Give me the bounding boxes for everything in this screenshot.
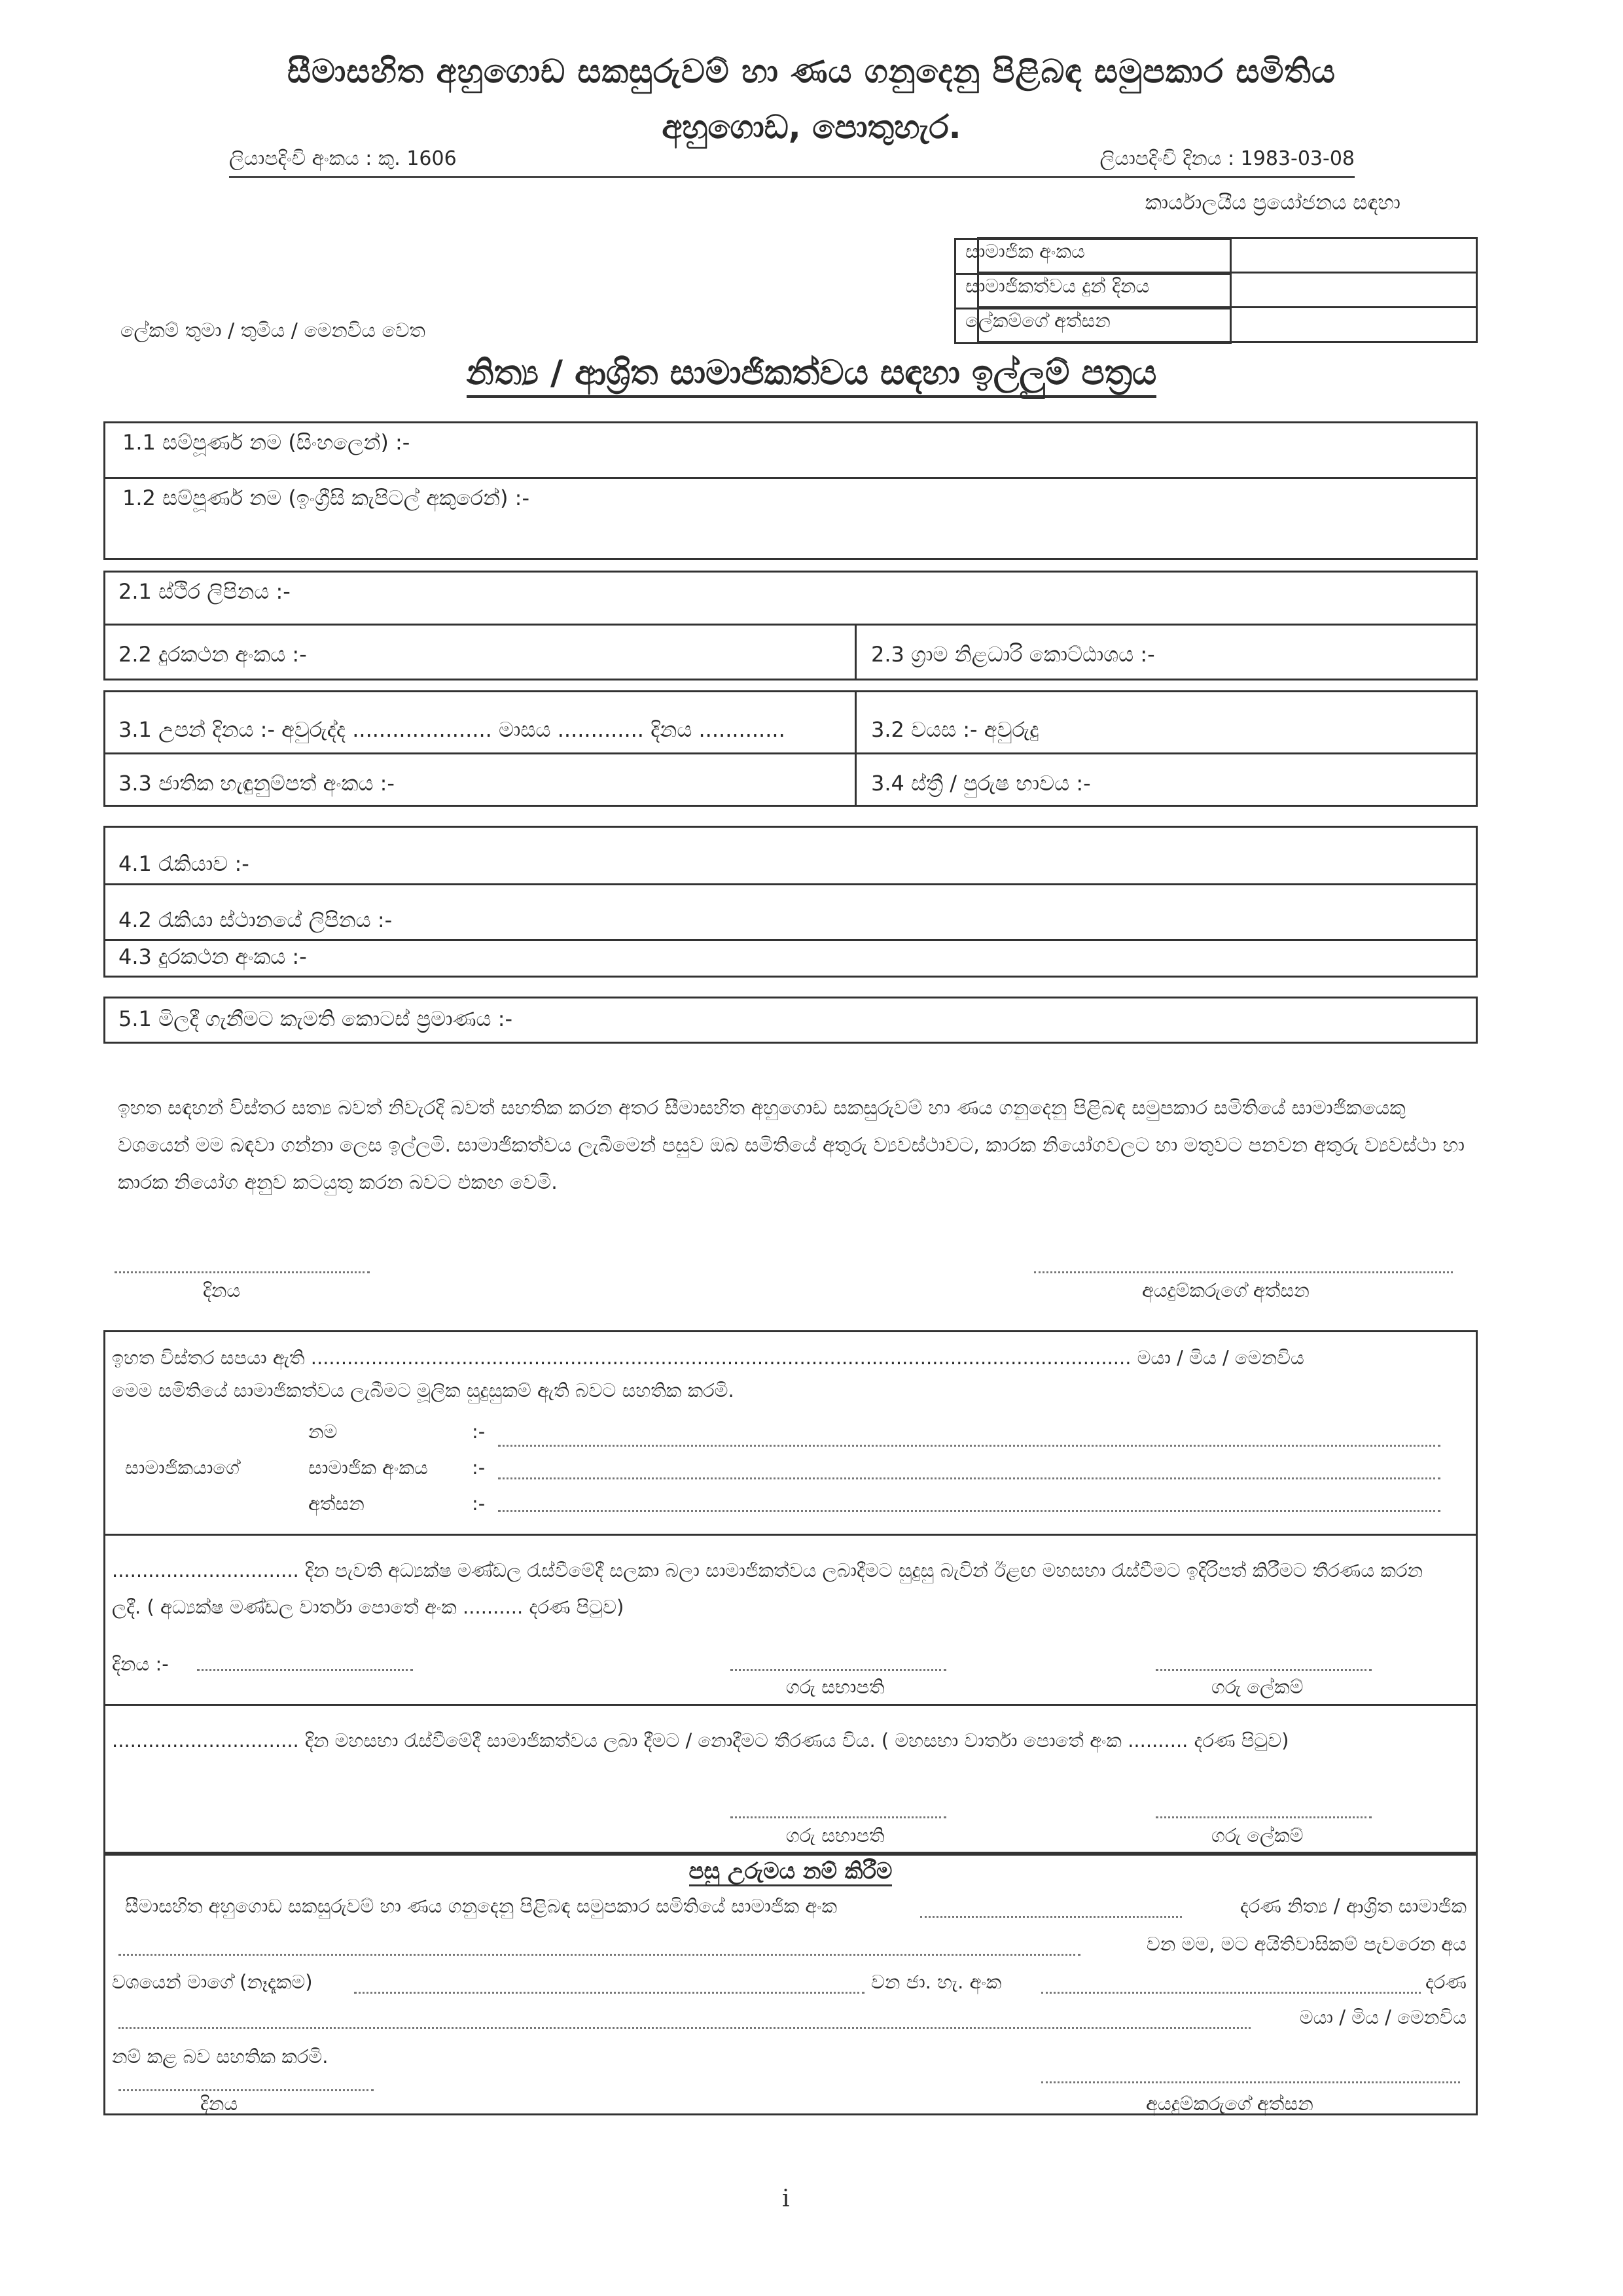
field-nic-number[interactable]: 3.3 ජාතික හැඳුනුම්පත් අංකය :- xyxy=(118,771,395,796)
field-permanent-address[interactable]: 2.1 ස්ථිර ලිපිනය :- xyxy=(118,579,291,604)
nomination-line-3b: වන ජා. හැ. අංක xyxy=(871,1971,1002,1993)
field-share-quantity[interactable]: 5.1 මිලදී ගැනීමට කැමති කොටස් ප්‍රමාණය :- xyxy=(118,1006,513,1031)
board-chairman-signature-line[interactable] xyxy=(730,1669,946,1671)
office-use-table xyxy=(954,237,1478,343)
office-use-label: කාර්යාලයීය ප්‍රයෝජනය සඳහා xyxy=(1145,191,1400,215)
gm-secretary-label: ගරු ලේකම් xyxy=(1211,1824,1304,1846)
nomination-line-2b: වන මම, මට අයිතිවාසිකම් පැවරෙන අය xyxy=(1146,1933,1467,1955)
section-3-personal xyxy=(103,690,1478,807)
recommendation-line-1: ඉහත විස්තර සපයා ඇති ........................................................................................................................................ මයා / මිය / මෙනවිය xyxy=(112,1347,1304,1369)
section-2-address xyxy=(103,571,1478,680)
board-secretary-signature-line[interactable] xyxy=(1156,1669,1372,1671)
member-name-label: නම xyxy=(308,1421,338,1443)
office-row-membership-date xyxy=(954,273,1477,308)
field-work-phone[interactable]: 4.3 දුරකථන අංකය :- xyxy=(118,944,307,969)
member-number-label: සාමාජික අංකය xyxy=(308,1457,428,1479)
nomination-section xyxy=(103,1854,1478,2115)
field-occupation[interactable]: 4.1 රැකියාව :- xyxy=(118,851,249,876)
nomination-line-3c: දරණ xyxy=(1425,1971,1467,1993)
form-title xyxy=(0,353,1623,393)
organization-location: අහුගොඩ, පොතුහැර. xyxy=(662,108,961,146)
nomination-nic-field[interactable] xyxy=(1041,1992,1421,1994)
board-secretary-label: ගරු ලේකම් xyxy=(1211,1676,1304,1698)
nomination-nominee-name-field[interactable] xyxy=(118,2027,1251,2029)
member-signature-field[interactable] xyxy=(498,1510,1440,1512)
nomination-line-3a: වශයෙන් මාගේ (නෑදෑකම) xyxy=(112,1971,313,1993)
colon: :- xyxy=(472,1457,486,1479)
nomination-line-1a: සීමාසහිත අහුගොඩ සකසුරුවම් හා ණය ගනුදෙනු පිළිබඳ සමුපකාර සමිතියේ සාමාජික අංක xyxy=(125,1895,838,1917)
member-number-field[interactable] xyxy=(498,1477,1440,1479)
board-decision-text: ............................... දින පැවති අධ්‍යක්ෂ මණ්ඩල රැස්වීමේදී සලකා බලා සාමාජිකත්වය ලබාදීමට සුදුසු බැවින් ඊළඟ මහසභා රැස්වීමට ඉදිරිපත් කිරීමට තීරණය කරන ලදී. ( අධ්‍යක්ෂ මණ්ඩල වාර්තා පොතේ අංක .......... දරණ පිටුව) xyxy=(112,1559,1423,1618)
registration-line xyxy=(229,147,1355,178)
field-gender[interactable]: 3.4 ස්ත්‍රී / පුරුෂ භාවය :- xyxy=(871,771,1091,796)
nomination-line-5: නම් කළ බව සහතික කරමි. xyxy=(112,2045,329,2068)
nomination-signature-label: අයදුම්කරුගේ අත්සන xyxy=(1146,2093,1313,2115)
addressee: ලේකම් තුමා / තුමිය / මෙනවිය වෙත xyxy=(120,319,425,342)
member-label: සාමාජිකයාගේ xyxy=(125,1457,240,1479)
page-number: i xyxy=(782,2185,790,2212)
member-signature-label: අත්සන xyxy=(308,1492,365,1515)
nomination-date-line[interactable] xyxy=(118,2089,374,2091)
declaration-date-line[interactable] xyxy=(115,1271,370,1273)
recommendation-line-2: මෙම සමිතියේ සාමාජිකත්වය ලැබීමට මූලික සුදුසුකම් ඇති බවට සහතික කරමි. xyxy=(112,1379,734,1402)
general-meeting-text: ............................... දින මහසභා රැස්වීමේදී සාමාජිකත්වය ලබා දීමට / නොදීමට තීරණය විය. ( මහසභා වාර්තා පොතේ අංක .......... දරණ පිටුව) xyxy=(112,1729,1289,1752)
declaration-date-label: දිනය xyxy=(203,1279,241,1301)
nomination-date-label: දිනය xyxy=(200,2093,238,2115)
gm-chairman-signature-line[interactable] xyxy=(730,1816,946,1818)
section-1-name xyxy=(103,421,1478,560)
board-chairman-label: ගරු සභාපති xyxy=(786,1676,885,1698)
declaration-signature-label: අයදුම්කරුගේ අත්සන xyxy=(1142,1279,1310,1301)
organization-name: සීමාසහිත අහුගොඩ සකසුරුවම් හා ණය ගනුදෙනු පිළිබඳ සමුපකාර සමිතිය xyxy=(287,52,1336,90)
member-name-field[interactable] xyxy=(498,1445,1440,1447)
field-gn-division[interactable]: 2.3 ග්‍රාම නිළධාරි කොට්ඨාශය :- xyxy=(871,642,1155,667)
nomination-signature-line[interactable] xyxy=(1041,2081,1460,2083)
nomination-title-text: පසු උරුමය නම් කිරීම xyxy=(689,1858,893,1886)
section-5-shares xyxy=(103,997,1478,1044)
form-title-text: නිත්‍ය / ආශ්‍රිත සාමාජිකත්වය සඳහා ඉල්ලුම් පත්‍රය xyxy=(467,353,1157,398)
board-date-label: දිනය :- xyxy=(112,1653,169,1675)
colon: :- xyxy=(472,1421,486,1443)
field-date-of-birth[interactable]: 3.1 උපන් දිනය :- අවුරුද්ද ..................... මාසය ............. දිනය ............. xyxy=(118,717,785,742)
field-age[interactable]: 3.2 වයස :- අවුරුදු xyxy=(871,717,1039,742)
approval-section xyxy=(103,1330,1478,1854)
nomination-line-4b: මයා / මිය / මෙනවිය xyxy=(1299,2006,1467,2028)
declaration-text: ඉහත සඳහන් විස්තර සත්‍ය බවත් නිවැරදි බවත් සහතික කරන අතර සීමාසහිත අහුගොඩ සකසුරුවම් හා ණය ගනුදෙනු පිළිබඳ සමුපකාර සමිතියේ සාමාජිකයෙකු වශයෙන් මම බඳවා ගන්නා ලෙස ඉල්ලමි. සාමාජිකත්වය ලැබීමෙන් පසුව ඔබ සමිතියේ අතුරු ව්‍යවස්ථාවට, කාරක නියෝගවලට හා මතුවට පනවන අතුරු ව්‍යවස්ථා හා කාරක නියෝග අනුව කටයුතු කරන බවට එකඟ වෙමි. xyxy=(118,1097,1465,1194)
office-row-member-number xyxy=(954,238,1477,273)
registration-date: ලියාපදිංචි දිනය : 1983-03-08 xyxy=(1099,147,1355,170)
board-date-field[interactable] xyxy=(197,1669,413,1671)
section-4-employment xyxy=(103,826,1478,978)
office-row-secretary-signature xyxy=(954,308,1477,342)
office-label: සාමාජිකත්වය දුන් දිනය xyxy=(954,273,1232,309)
field-full-name-sinhala[interactable]: 1.1 සම්පූර්ණ නම (සිංහලෙන්) :- xyxy=(122,430,410,455)
field-phone-number[interactable]: 2.2 දුරකථන අංකය :- xyxy=(118,642,307,667)
declaration-signature-line[interactable] xyxy=(1034,1271,1453,1273)
field-full-name-english[interactable]: 1.2 සම්පූර්ණ නම (ඉංග්‍රීසි කැපිටල් අකුරෙන්) :- xyxy=(122,486,530,510)
nomination-title xyxy=(105,1858,1476,1884)
office-label: ලේකම්ගේ අත්සන xyxy=(954,308,1232,344)
gm-chairman-label: ගරු සභාපති xyxy=(786,1824,885,1846)
nomination-line-1b: දරණ නිත්‍ය / ආශ්‍රිත සාමාජික xyxy=(1240,1895,1467,1917)
gm-secretary-signature-line[interactable] xyxy=(1156,1816,1372,1818)
office-label: සාමාජික අංකය xyxy=(954,238,1232,275)
field-workplace-address[interactable]: 4.2 රැකියා ස්ථානයේ ලිපිනය :- xyxy=(118,908,393,932)
nomination-relationship-field[interactable] xyxy=(354,1992,865,1994)
nomination-member-number-field[interactable] xyxy=(920,1916,1182,1918)
nomination-applicant-name-field[interactable] xyxy=(118,1954,1080,1956)
colon: :- xyxy=(472,1492,486,1515)
registration-number: ලියාපදිංචි අංකය : කු. 1606 xyxy=(229,147,457,170)
